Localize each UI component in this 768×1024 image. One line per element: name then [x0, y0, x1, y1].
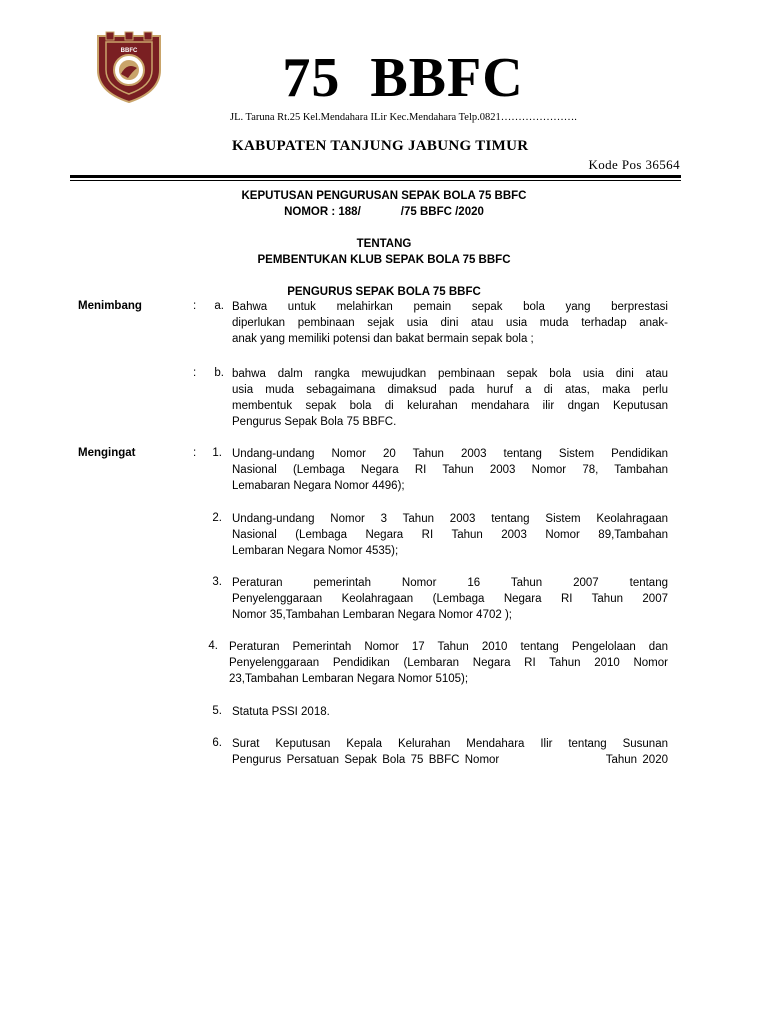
text-line: Lembaran Negara Nomor 4535);: [232, 545, 399, 557]
item-marker: 3.: [212, 576, 222, 588]
text-line: bahwa dalm rangka mewujudkan pembinaan sepak bola usia dini atau: [232, 368, 668, 380]
region-name: KABUPATEN TANJUNG JABUNG TIMUR: [232, 138, 529, 154]
legal-basis-3: [232, 575, 668, 623]
decree-about: TENTANG: [356, 238, 412, 250]
item-marker: b.: [214, 367, 224, 379]
consideration-a: [232, 299, 668, 347]
decree-title: KEPUTUSAN PENGURUSAN SEPAK BOLA 75 BBFC: [241, 190, 527, 202]
text-line: Peraturan pemerintah Nomor 16 Tahun 2007 tentang: [232, 577, 668, 589]
item-marker: 6.: [212, 737, 222, 749]
text-line: Pengurus Persatuan Sepak Bola 75 BBFC Nomor Tahun 2020: [232, 754, 668, 766]
text-line: Penyelenggaraan Pendidikan (Lembaran Negara RI Tahun 2010 Nomor: [229, 657, 668, 669]
text-line: Undang-undang Nomor 20 Tahun 2003 tentang Sistem Pendidikan: [232, 448, 668, 460]
text-line: membentuk sepak bola di kelurahan mendahara ilir dngan Keputusan: [232, 400, 668, 412]
text-line: 23,Tambahan Lembaran Negara Nomor 5105);: [229, 673, 469, 685]
header-divider: [70, 175, 681, 178]
item-marker: 5.: [212, 705, 222, 717]
logo-text: BBFC: [120, 48, 138, 54]
text-line: Statuta PSSI 2018.: [232, 706, 330, 718]
text-line: Penyelenggaraan Keolahragaan (Lembaga Negara RI Tahun 2007: [232, 593, 668, 605]
text-line: Nasional (Lembaga Negara RI Tahun 2003 Nomor 89,Tambahan: [232, 529, 668, 541]
decree-number-prefix: NOMOR : 188/: [284, 206, 361, 218]
postal-code: Kode Pos 36564: [588, 157, 680, 172]
header-divider-thin: [70, 180, 681, 181]
colon: :: [193, 300, 197, 312]
address-line: JL. Taruna Rt.25 Kel.Mendahara ILir Kec.Mendahara Telp.0821………………….: [230, 112, 577, 123]
colon: :: [193, 447, 197, 459]
text-line: usia muda sebagaimana dimaksud pada huruf a di atas, maka perlu: [232, 384, 668, 396]
text-line: Peraturan Pemerintah Nomor 17 Tahun 2010 tentang Pengelolaan dan: [229, 641, 668, 653]
text-line: Bahwa untuk melahirkan pemain sepak bola yang berprestasi: [232, 301, 668, 313]
decree-number: [0, 204, 768, 220]
text-line: Pengurus Sepak Bola 75 BBFC.: [232, 416, 397, 428]
text-line: anak yang memiliki potensi dan bakat bermain sepak bola ;: [232, 333, 534, 345]
consideration-b: [232, 366, 668, 430]
legal-basis-5: [232, 704, 668, 720]
decree-issuer: PENGURUS SEPAK BOLA 75 BBFC: [287, 286, 481, 298]
text-line: diperlukan pembinaan sejak usia dini atau usia muda terhadap anak-: [232, 317, 668, 329]
legal-basis-4: [229, 639, 668, 687]
text-line: Surat Keputusan Kepala Kelurahan Mendahara Ilir tentang Susunan: [232, 738, 668, 750]
text-line: Undang-undang Nomor 3 Tahun 2003 tentang Sistem Keolahragaan: [232, 513, 668, 525]
item-marker: 1.: [212, 447, 222, 459]
decree-subject: PEMBENTUKAN KLUB SEPAK BOLA 75 BBFC: [257, 254, 511, 266]
section-label-menimbang: Menimbang: [78, 300, 142, 312]
legal-basis-2: [232, 511, 668, 559]
colon: :: [193, 367, 197, 379]
item-marker: 2.: [212, 512, 222, 524]
item-marker: a.: [214, 300, 224, 312]
text-line: Lemabaran Negara Nomor 4496);: [232, 480, 405, 492]
organization-name: 75 BBFC: [282, 47, 524, 109]
text-line: Nomor 35,Tambahan Lembaran Negara Nomor 4702 );: [232, 609, 512, 621]
section-label-mengingat: Mengingat: [78, 447, 136, 459]
legal-basis-1: [232, 446, 668, 494]
legal-basis-6: [232, 736, 668, 768]
text-line: Nasional (Lembaga Negara RI Tahun 2003 Nomor 78, Tambahan: [232, 464, 668, 476]
decree-number-suffix: /75 BBFC /2020: [400, 206, 484, 218]
item-marker: 4.: [208, 640, 218, 652]
